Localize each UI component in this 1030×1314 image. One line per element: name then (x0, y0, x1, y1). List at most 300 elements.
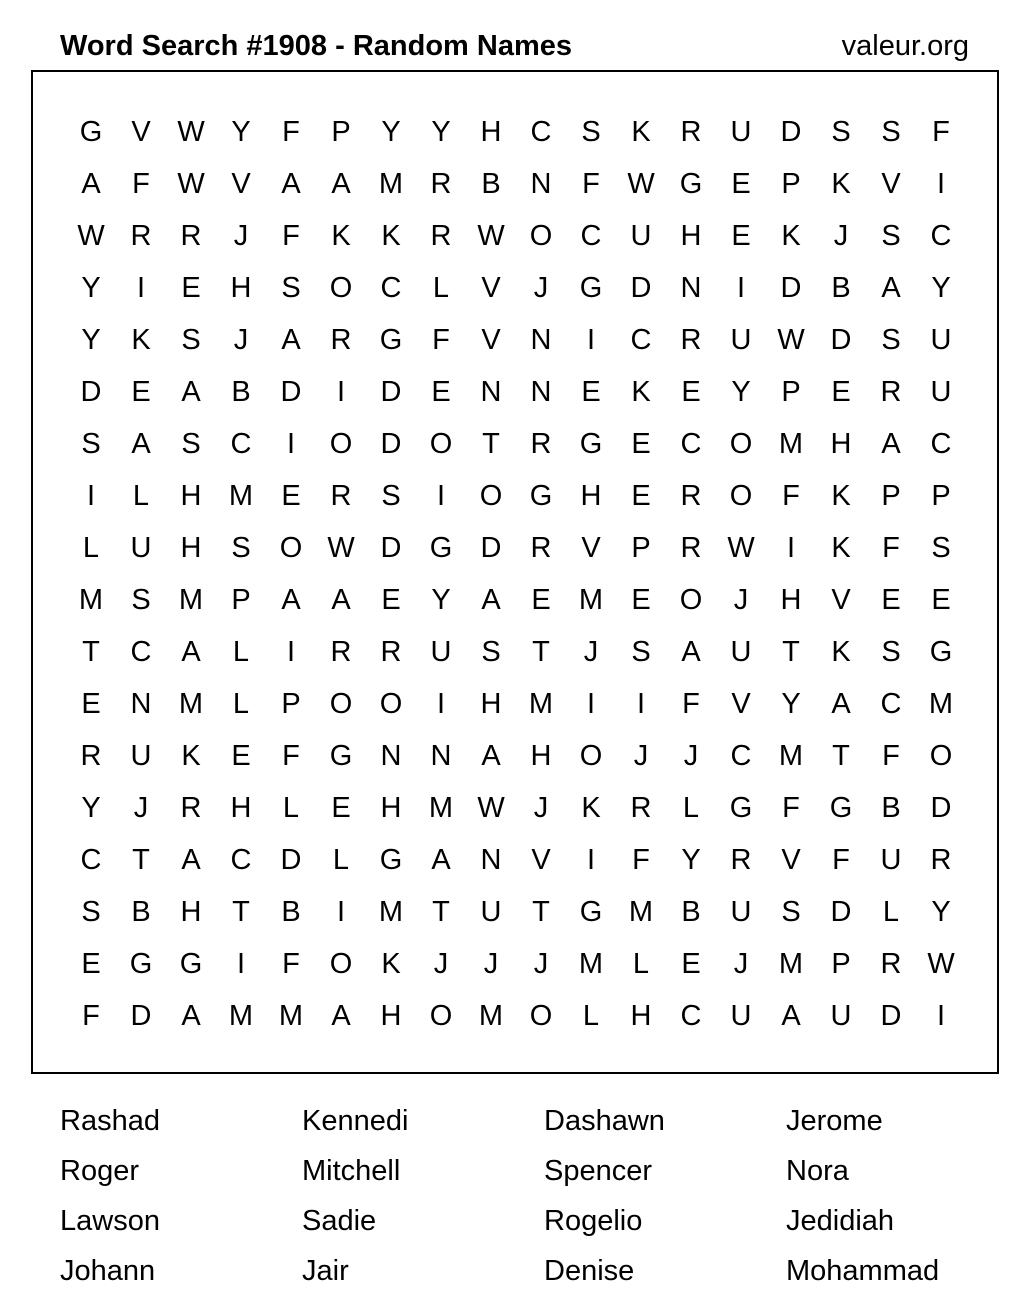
grid-cell[interactable]: D (930, 792, 952, 824)
grid-cell[interactable]: W (927, 948, 955, 980)
grid-cell[interactable]: W (177, 116, 205, 148)
grid-cell[interactable]: E (731, 220, 751, 252)
grid-cell[interactable]: U (880, 844, 902, 876)
grid-cell[interactable]: P (781, 168, 801, 200)
grid-cell[interactable]: M (228, 1000, 254, 1032)
grid-cell[interactable]: M (278, 1000, 304, 1032)
grid-cell[interactable]: S (931, 532, 951, 564)
grid-cell[interactable]: H (580, 480, 602, 512)
grid-cell[interactable]: S (381, 480, 401, 512)
grid-cell[interactable]: N (530, 376, 552, 408)
grid-cell[interactable]: G (829, 792, 853, 824)
grid-cell[interactable]: F (82, 1000, 100, 1032)
grid-cell[interactable]: F (682, 688, 700, 720)
grid-cell[interactable]: L (282, 792, 300, 824)
grid-cell[interactable]: P (631, 532, 651, 564)
grid-cell[interactable]: K (131, 324, 151, 356)
grid-cell[interactable]: O (479, 480, 503, 512)
grid-cell[interactable]: D (80, 376, 102, 408)
grid-cell[interactable]: K (831, 532, 851, 564)
grid-cell[interactable]: T (482, 428, 500, 460)
grid-cell[interactable]: R (80, 740, 102, 772)
grid-cell[interactable]: G (579, 272, 603, 304)
grid-cell[interactable]: R (680, 532, 702, 564)
grid-cell[interactable]: K (181, 740, 201, 772)
grid-cell[interactable]: G (179, 948, 203, 980)
grid-cell[interactable]: R (180, 792, 202, 824)
grid-cell[interactable]: D (130, 1000, 152, 1032)
grid-cell[interactable]: T (82, 636, 100, 668)
grid-cell[interactable]: R (180, 220, 202, 252)
grid-cell[interactable]: F (582, 168, 600, 200)
grid-cell[interactable]: E (381, 584, 401, 616)
grid-cell[interactable]: O (679, 584, 703, 616)
grid-cell[interactable]: S (881, 324, 901, 356)
grid-cell[interactable]: A (281, 324, 301, 356)
grid-cell[interactable]: O (379, 688, 403, 720)
grid-cell[interactable]: I (936, 1000, 946, 1032)
grid-cell[interactable]: N (430, 740, 452, 772)
grid-cell[interactable]: I (286, 636, 296, 668)
grid-cell[interactable]: V (231, 168, 251, 200)
grid-cell[interactable]: L (632, 948, 650, 980)
grid-cell[interactable]: H (830, 428, 852, 460)
grid-cell[interactable]: E (431, 376, 451, 408)
grid-cell[interactable]: G (579, 896, 603, 928)
grid-cell[interactable]: U (130, 532, 152, 564)
grid-cell[interactable]: C (630, 324, 652, 356)
grid-cell[interactable]: Y (781, 688, 801, 720)
grid-cell[interactable]: S (881, 220, 901, 252)
grid-cell[interactable]: J (533, 792, 549, 824)
grid-cell[interactable]: R (330, 324, 352, 356)
grid-cell[interactable]: Y (231, 116, 251, 148)
grid-cell[interactable]: F (632, 844, 650, 876)
grid-cell[interactable]: D (880, 1000, 902, 1032)
grid-cell[interactable]: C (880, 688, 902, 720)
grid-cell[interactable]: R (530, 428, 552, 460)
grid-cell[interactable]: U (930, 376, 952, 408)
grid-cell[interactable]: I (936, 168, 946, 200)
grid-cell[interactable]: P (231, 584, 251, 616)
grid-cell[interactable]: J (583, 636, 599, 668)
grid-cell[interactable]: S (81, 896, 101, 928)
grid-cell[interactable]: E (581, 376, 601, 408)
grid-cell[interactable]: C (930, 428, 952, 460)
grid-cell[interactable]: D (630, 272, 652, 304)
grid-cell[interactable]: I (136, 272, 146, 304)
grid-cell[interactable]: L (432, 272, 450, 304)
grid-cell[interactable]: U (930, 324, 952, 356)
grid-cell[interactable]: A (181, 376, 201, 408)
grid-cell[interactable]: R (880, 376, 902, 408)
grid-cell[interactable]: A (181, 1000, 201, 1032)
grid-cell[interactable]: C (80, 844, 102, 876)
grid-cell[interactable]: S (281, 272, 301, 304)
grid-cell[interactable]: L (232, 688, 250, 720)
grid-cell[interactable]: F (832, 844, 850, 876)
grid-cell[interactable]: A (681, 636, 701, 668)
grid-cell[interactable]: W (477, 220, 505, 252)
grid-cell[interactable]: U (130, 740, 152, 772)
grid-cell[interactable]: R (880, 948, 902, 980)
grid-cell[interactable]: D (380, 428, 402, 460)
grid-cell[interactable]: E (531, 584, 551, 616)
grid-cell[interactable]: S (581, 116, 601, 148)
grid-cell[interactable]: A (131, 428, 151, 460)
grid-cell[interactable]: O (429, 428, 453, 460)
grid-cell[interactable]: C (680, 428, 702, 460)
grid-cell[interactable]: S (831, 116, 851, 148)
grid-cell[interactable]: F (932, 116, 950, 148)
grid-cell[interactable]: E (731, 168, 751, 200)
grid-cell[interactable]: H (780, 584, 802, 616)
grid-cell[interactable]: U (730, 324, 752, 356)
grid-cell[interactable]: M (928, 688, 954, 720)
grid-cell[interactable]: V (131, 116, 151, 148)
grid-cell[interactable]: A (781, 1000, 801, 1032)
grid-cell[interactable]: G (129, 948, 153, 980)
grid-cell[interactable]: F (432, 324, 450, 356)
grid-cell[interactable]: S (881, 636, 901, 668)
grid-cell[interactable]: V (731, 688, 751, 720)
grid-cell[interactable]: Y (681, 844, 701, 876)
grid-cell[interactable]: U (730, 896, 752, 928)
grid-cell[interactable]: C (730, 740, 752, 772)
grid-cell[interactable]: A (281, 168, 301, 200)
grid-cell[interactable]: E (131, 376, 151, 408)
grid-cell[interactable]: R (930, 844, 952, 876)
grid-cell[interactable]: I (586, 844, 596, 876)
grid-cell[interactable]: R (680, 116, 702, 148)
grid-cell[interactable]: K (631, 116, 651, 148)
grid-cell[interactable]: G (579, 428, 603, 460)
grid-cell[interactable]: J (733, 948, 749, 980)
grid-cell[interactable]: C (380, 272, 402, 304)
grid-cell[interactable]: F (882, 532, 900, 564)
grid-cell[interactable]: E (81, 688, 101, 720)
grid-cell[interactable]: W (177, 168, 205, 200)
grid-cell[interactable]: M (778, 948, 804, 980)
grid-cell[interactable]: B (481, 168, 501, 200)
grid-cell[interactable]: S (231, 532, 251, 564)
grid-cell[interactable]: N (130, 688, 152, 720)
grid-cell[interactable]: A (331, 1000, 351, 1032)
grid-cell[interactable]: Y (381, 116, 401, 148)
grid-cell[interactable]: D (280, 376, 302, 408)
grid-cell[interactable]: M (378, 896, 404, 928)
grid-cell[interactable]: I (336, 896, 346, 928)
grid-cell[interactable]: H (180, 532, 202, 564)
grid-cell[interactable]: A (831, 688, 851, 720)
grid-cell[interactable]: M (178, 688, 204, 720)
grid-cell[interactable]: A (881, 272, 901, 304)
grid-cell[interactable]: G (679, 168, 703, 200)
grid-cell[interactable]: H (630, 1000, 652, 1032)
grid-cell[interactable]: L (332, 844, 350, 876)
grid-cell[interactable]: N (480, 844, 502, 876)
grid-cell[interactable]: F (282, 740, 300, 772)
grid-cell[interactable]: S (781, 896, 801, 928)
grid-cell[interactable]: R (330, 480, 352, 512)
grid-cell[interactable]: T (832, 740, 850, 772)
grid-cell[interactable]: G (529, 480, 553, 512)
grid-cell[interactable]: D (280, 844, 302, 876)
grid-cell[interactable]: H (380, 1000, 402, 1032)
grid-cell[interactable]: H (680, 220, 702, 252)
grid-cell[interactable]: V (881, 168, 901, 200)
grid-cell[interactable]: H (230, 272, 252, 304)
grid-cell[interactable]: F (282, 220, 300, 252)
grid-cell[interactable]: S (481, 636, 501, 668)
grid-cell[interactable]: P (931, 480, 951, 512)
grid-cell[interactable]: V (831, 584, 851, 616)
grid-cell[interactable]: U (830, 1000, 852, 1032)
grid-cell[interactable]: H (480, 688, 502, 720)
grid-cell[interactable]: A (331, 584, 351, 616)
grid-cell[interactable]: H (180, 480, 202, 512)
grid-cell[interactable]: I (286, 428, 296, 460)
grid-cell[interactable]: E (681, 376, 701, 408)
grid-cell[interactable]: W (477, 792, 505, 824)
grid-cell[interactable]: I (436, 688, 446, 720)
grid-cell[interactable]: D (780, 272, 802, 304)
grid-cell[interactable]: K (831, 636, 851, 668)
grid-cell[interactable]: T (782, 636, 800, 668)
grid-cell[interactable]: P (331, 116, 351, 148)
grid-cell[interactable]: F (282, 948, 300, 980)
grid-cell[interactable]: J (233, 324, 249, 356)
grid-cell[interactable]: O (729, 428, 753, 460)
grid-cell[interactable]: P (831, 948, 851, 980)
grid-cell[interactable]: G (429, 532, 453, 564)
grid-cell[interactable]: I (86, 480, 96, 512)
grid-cell[interactable]: E (881, 584, 901, 616)
grid-cell[interactable]: A (181, 844, 201, 876)
grid-cell[interactable]: C (580, 220, 602, 252)
grid-cell[interactable]: V (481, 272, 501, 304)
grid-cell[interactable]: E (231, 740, 251, 772)
grid-cell[interactable]: O (929, 740, 953, 772)
grid-cell[interactable]: S (81, 428, 101, 460)
grid-cell[interactable]: A (81, 168, 101, 200)
grid-cell[interactable]: C (230, 844, 252, 876)
grid-cell[interactable]: C (130, 636, 152, 668)
grid-cell[interactable]: O (579, 740, 603, 772)
grid-cell[interactable]: H (530, 740, 552, 772)
grid-cell[interactable]: L (882, 896, 900, 928)
grid-cell[interactable]: R (380, 636, 402, 668)
grid-cell[interactable]: M (478, 1000, 504, 1032)
grid-cell[interactable]: K (831, 168, 851, 200)
grid-cell[interactable]: T (532, 636, 550, 668)
grid-cell[interactable]: I (586, 324, 596, 356)
grid-cell[interactable]: M (178, 584, 204, 616)
grid-cell[interactable]: U (430, 636, 452, 668)
grid-cell[interactable]: W (777, 324, 805, 356)
grid-cell[interactable]: C (680, 1000, 702, 1032)
grid-cell[interactable]: L (232, 636, 250, 668)
grid-cell[interactable]: K (581, 792, 601, 824)
grid-cell[interactable]: W (327, 532, 355, 564)
grid-cell[interactable]: L (82, 532, 100, 564)
grid-cell[interactable]: R (680, 480, 702, 512)
grid-cell[interactable]: C (530, 116, 552, 148)
grid-cell[interactable]: A (481, 740, 501, 772)
grid-cell[interactable]: D (380, 532, 402, 564)
grid-cell[interactable]: R (330, 636, 352, 668)
grid-cell[interactable]: M (578, 948, 604, 980)
grid-cell[interactable]: S (881, 116, 901, 148)
grid-cell[interactable]: V (581, 532, 601, 564)
grid-cell[interactable]: P (281, 688, 301, 720)
grid-cell[interactable]: M (778, 740, 804, 772)
grid-cell[interactable]: N (530, 324, 552, 356)
grid-cell[interactable]: F (882, 740, 900, 772)
grid-cell[interactable]: O (329, 272, 353, 304)
grid-cell[interactable]: M (578, 584, 604, 616)
grid-cell[interactable]: G (729, 792, 753, 824)
grid-cell[interactable]: R (430, 168, 452, 200)
grid-cell[interactable]: Y (431, 584, 451, 616)
grid-cell[interactable]: J (683, 740, 699, 772)
grid-cell[interactable]: U (730, 116, 752, 148)
grid-cell[interactable]: E (181, 272, 201, 304)
grid-cell[interactable]: Y (731, 376, 751, 408)
grid-cell[interactable]: F (282, 116, 300, 148)
grid-cell[interactable]: J (133, 792, 149, 824)
grid-cell[interactable]: T (132, 844, 150, 876)
grid-cell[interactable]: M (428, 792, 454, 824)
grid-cell[interactable]: R (680, 324, 702, 356)
grid-cell[interactable]: Y (81, 272, 101, 304)
grid-cell[interactable]: B (881, 792, 901, 824)
grid-cell[interactable]: O (529, 220, 553, 252)
grid-cell[interactable]: J (633, 740, 649, 772)
grid-cell[interactable]: B (681, 896, 701, 928)
grid-cell[interactable]: D (780, 116, 802, 148)
grid-cell[interactable]: A (331, 168, 351, 200)
grid-cell[interactable]: I (736, 272, 746, 304)
grid-cell[interactable]: I (336, 376, 346, 408)
grid-cell[interactable]: R (730, 844, 752, 876)
grid-cell[interactable]: W (627, 168, 655, 200)
grid-cell[interactable]: G (929, 636, 953, 668)
grid-cell[interactable]: R (630, 792, 652, 824)
grid-cell[interactable]: N (680, 272, 702, 304)
grid-cell[interactable]: A (281, 584, 301, 616)
grid-cell[interactable]: R (130, 220, 152, 252)
grid-cell[interactable]: U (630, 220, 652, 252)
grid-cell[interactable]: D (480, 532, 502, 564)
grid-cell[interactable]: O (329, 428, 353, 460)
grid-cell[interactable]: F (132, 168, 150, 200)
grid-cell[interactable]: A (431, 844, 451, 876)
grid-cell[interactable]: U (730, 1000, 752, 1032)
grid-cell[interactable]: J (833, 220, 849, 252)
grid-cell[interactable]: C (230, 428, 252, 460)
grid-cell[interactable]: V (781, 844, 801, 876)
grid-cell[interactable]: D (830, 324, 852, 356)
grid-cell[interactable]: S (631, 636, 651, 668)
grid-cell[interactable]: T (432, 896, 450, 928)
grid-cell[interactable]: A (481, 584, 501, 616)
grid-cell[interactable]: K (381, 948, 401, 980)
grid-cell[interactable]: J (433, 948, 449, 980)
grid-cell[interactable]: D (830, 896, 852, 928)
grid-cell[interactable]: Y (81, 792, 101, 824)
grid-cell[interactable]: E (631, 480, 651, 512)
grid-cell[interactable]: Y (931, 896, 951, 928)
grid-cell[interactable]: U (480, 896, 502, 928)
grid-cell[interactable]: A (881, 428, 901, 460)
grid-cell[interactable]: O (529, 1000, 553, 1032)
grid-cell[interactable]: K (631, 376, 651, 408)
grid-cell[interactable]: B (831, 272, 851, 304)
grid-cell[interactable]: M (628, 896, 654, 928)
grid-cell[interactable]: H (380, 792, 402, 824)
grid-cell[interactable]: R (430, 220, 452, 252)
grid-cell[interactable]: S (181, 324, 201, 356)
grid-cell[interactable]: I (236, 948, 246, 980)
grid-cell[interactable]: H (230, 792, 252, 824)
grid-cell[interactable]: N (380, 740, 402, 772)
grid-cell[interactable]: N (480, 376, 502, 408)
grid-cell[interactable]: Y (431, 116, 451, 148)
grid-cell[interactable]: K (331, 220, 351, 252)
grid-cell[interactable]: M (778, 428, 804, 460)
grid-cell[interactable]: O (429, 1000, 453, 1032)
grid-cell[interactable]: F (782, 480, 800, 512)
grid-cell[interactable]: F (782, 792, 800, 824)
grid-cell[interactable]: B (281, 896, 301, 928)
grid-cell[interactable]: B (231, 376, 251, 408)
grid-cell[interactable]: A (181, 636, 201, 668)
grid-cell[interactable]: D (380, 376, 402, 408)
grid-cell[interactable]: G (379, 324, 403, 356)
grid-cell[interactable]: J (483, 948, 499, 980)
grid-cell[interactable]: W (77, 220, 105, 252)
grid-cell[interactable]: M (78, 584, 104, 616)
grid-cell[interactable]: O (729, 480, 753, 512)
grid-cell[interactable]: K (781, 220, 801, 252)
grid-cell[interactable]: T (532, 896, 550, 928)
grid-cell[interactable]: I (436, 480, 446, 512)
grid-cell[interactable]: J (533, 272, 549, 304)
grid-cell[interactable]: H (480, 116, 502, 148)
grid-cell[interactable]: Y (81, 324, 101, 356)
grid-cell[interactable]: V (531, 844, 551, 876)
grid-cell[interactable]: O (329, 688, 353, 720)
grid-cell[interactable]: P (781, 376, 801, 408)
grid-cell[interactable]: P (881, 480, 901, 512)
grid-cell[interactable]: L (682, 792, 700, 824)
grid-cell[interactable]: E (81, 948, 101, 980)
grid-cell[interactable]: U (730, 636, 752, 668)
grid-cell[interactable]: S (131, 584, 151, 616)
grid-cell[interactable]: E (831, 376, 851, 408)
grid-cell[interactable]: E (281, 480, 301, 512)
grid-cell[interactable]: M (528, 688, 554, 720)
grid-cell[interactable]: I (786, 532, 796, 564)
grid-cell[interactable]: G (329, 740, 353, 772)
grid-cell[interactable]: O (279, 532, 303, 564)
grid-cell[interactable]: V (481, 324, 501, 356)
grid-cell[interactable]: B (131, 896, 151, 928)
grid-cell[interactable]: E (631, 428, 651, 460)
grid-cell[interactable]: E (331, 792, 351, 824)
grid-cell[interactable]: J (733, 584, 749, 616)
